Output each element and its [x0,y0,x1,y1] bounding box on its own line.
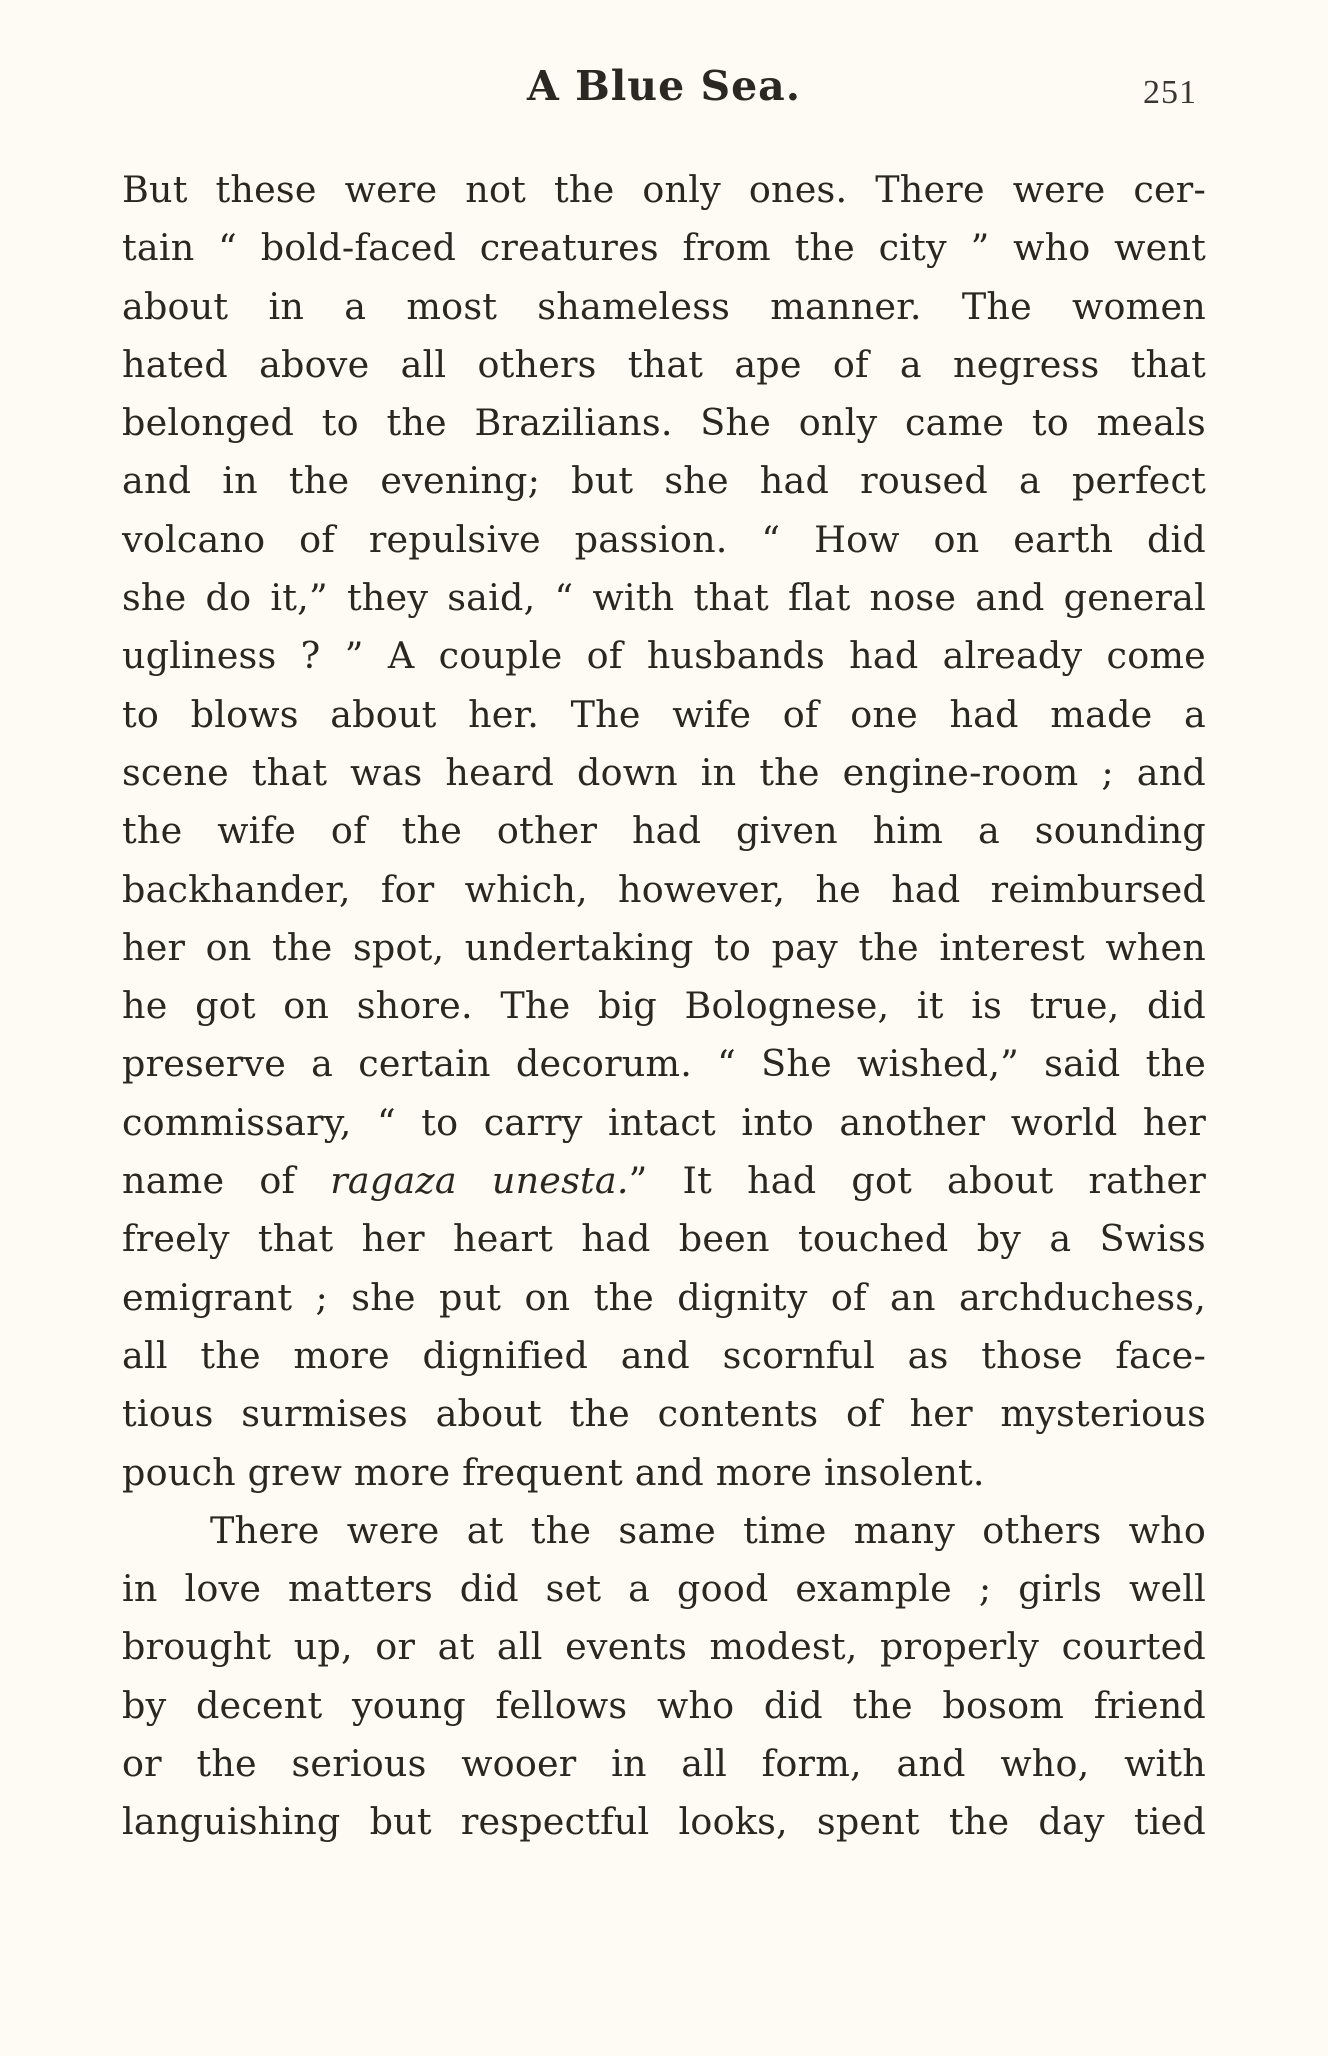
running-head [0,62,1328,122]
text-line: all the more dignified and scornful as those face- [122,1333,1206,1377]
text-line: volcano of repulsive passion. “ How on earth did [122,517,1206,561]
page-number: 251 [1143,74,1197,111]
text-line: preserve a certain decorum. “ She wished,” said the [122,1042,1206,1086]
text-line: by decent young fellows who did the bosom friend [122,1683,1206,1727]
text-line: backhander, for which, however, he had reimbursed [122,867,1206,911]
text-line: But these were not the only ones. There were cer- [122,168,1206,211]
text-segment: name of [122,1159,331,1203]
text-line: brought up, or at all events modest, properly courted [122,1625,1206,1669]
paragraph-start-line: There were at the same time many others who [210,1508,1206,1552]
text-line: tain “ bold-faced creatures from the city ” who went [122,226,1206,270]
text-line: to blows about her. The wife of one had made a [122,692,1206,736]
text-line: freely that her heart had been touched by a Swiss [122,1217,1206,1261]
italic-phrase: ragaza unesta. [330,1159,629,1203]
text-line: he got on shore. The big Bolognese, it is true, did [122,984,1206,1028]
text-line: tious surmises about the contents of her mysterious [122,1392,1206,1436]
text-line: hated above all others that ape of a negress that [122,342,1206,386]
text-line: about in a most shameless manner. The women [122,284,1206,328]
text-line: or the serious wooer in all form, and who, with [122,1742,1206,1786]
body-text [122,161,1206,1852]
text-line: belonged to the Brazilians. She only came to meals [122,401,1206,445]
text-line: she do it,” they said, “ with that flat nose and general [122,576,1206,620]
text-line: ugliness ? ” A couple of husbands had already come [122,634,1206,678]
text-line: emigrant ; she put on the dignity of an archduchess, [122,1275,1206,1319]
text-line: scene that was heard down in the engine-room ; and [122,750,1206,794]
text-line: her on the spot, undertaking to pay the interest when [122,925,1206,969]
text-segment: ” It had got about rather [628,1159,1206,1203]
running-title: A Blue Sea. [526,62,802,110]
text-line: commissary, “ to carry intact into another world her [122,1100,1206,1144]
text-line: and in the evening; but she had roused a perfect [122,459,1206,503]
paragraph-end-line: pouch grew more frequent and more insolent. [122,1450,985,1494]
text-line: in love matters did set a good example ; girls well [122,1567,1206,1611]
text-line-with-italic [122,1152,1206,1210]
text-line: languishing but respectful looks, spent the day tied [122,1800,1206,1844]
text-line: the wife of the other had given him a sounding [122,809,1206,853]
